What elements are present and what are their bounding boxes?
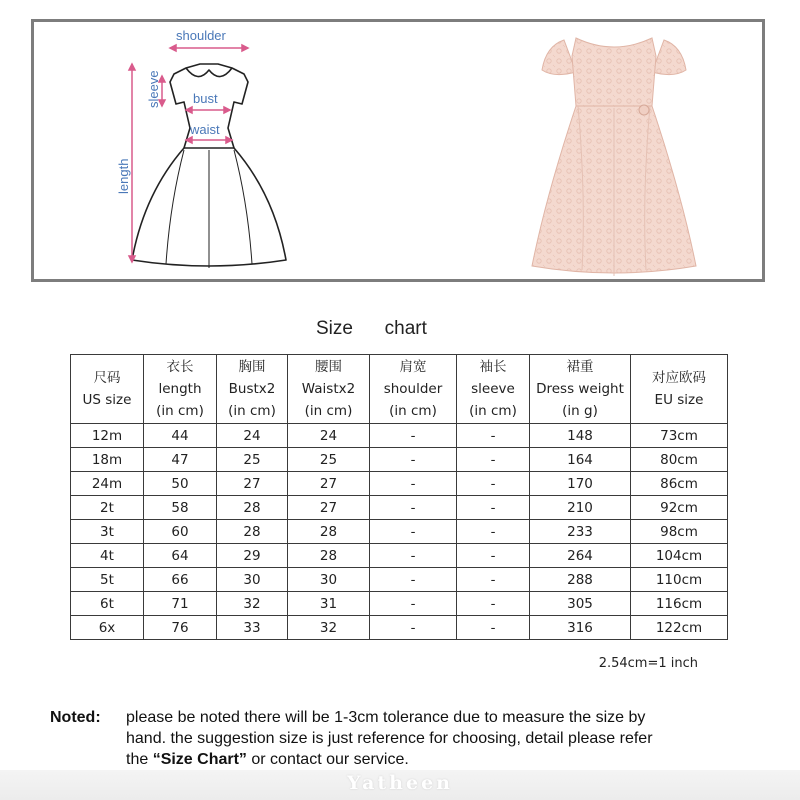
table-cell: 58 [144,496,217,520]
table-cell: 24 [217,424,288,448]
header-line: sleeve [471,381,515,397]
table-row [71,592,728,616]
table-cell: 28 [288,520,370,544]
illustration-panel [31,19,765,282]
table-cell: 170 [530,472,631,496]
table-cell: 73cm [631,424,728,448]
header-line: 尺码 [93,370,121,386]
header-cell [530,355,631,424]
table-cell: - [370,520,457,544]
table-cell: 25 [288,448,370,472]
table-row [71,616,728,640]
noted-line-3-post: or contact our service. [246,751,409,768]
header-line: shoulder [383,381,443,397]
header-line: Waistx2 [301,381,356,397]
header-cell [457,355,530,424]
shoulder-label: shoulder [176,28,226,43]
dress-measurement-diagram [74,24,324,280]
table-row [71,496,728,520]
size-chart-ref: “Size Chart” [152,751,247,768]
table-cell: - [457,544,530,568]
table-cell: - [457,592,530,616]
header-line: (in cm) [156,403,204,419]
header-line: 裙重 [566,359,594,375]
table-cell: 122cm [631,616,728,640]
table-cell: 18m [71,448,144,472]
table-cell: 2t [71,496,144,520]
table-cell: 110cm [631,568,728,592]
table-cell: 76 [144,616,217,640]
table-cell: 27 [217,472,288,496]
table-cell: - [457,568,530,592]
table-cell: - [370,448,457,472]
header-cell [370,355,457,424]
header-line: (in cm) [469,403,517,419]
table-cell: 98cm [631,520,728,544]
table-cell: 116cm [631,592,728,616]
table-cell: 27 [288,472,370,496]
table-cell: 31 [288,592,370,616]
table-cell: 148 [530,424,631,448]
table-cell: 305 [530,592,631,616]
table-cell: 104cm [631,544,728,568]
table-cell: 60 [144,520,217,544]
table-cell: 50 [144,472,217,496]
photo-flower [639,105,649,115]
table-cell: 5t [71,568,144,592]
header-line: (in cm) [228,403,276,419]
conversion-note: 2.54cm=1 inch [598,656,698,671]
table-cell: 264 [530,544,631,568]
table-row [71,424,728,448]
table-cell: 164 [530,448,631,472]
table-cell: 33 [217,616,288,640]
header-line: (in g) [562,403,598,419]
header-line: Dress weight [536,381,624,397]
table-cell: - [457,472,530,496]
table-header-row [71,355,728,424]
table-row [71,544,728,568]
header-line: 肩宽 [399,359,427,375]
header-cell [144,355,217,424]
table-cell: 32 [288,616,370,640]
header-line: 腰围 [315,359,342,375]
dress-photo [524,26,704,278]
table-cell: - [370,544,457,568]
noted-line-2: hand. the suggestion size is just reference for choosing, detail please refer [126,730,653,747]
length-label: length [116,158,131,194]
table-cell: 28 [217,496,288,520]
header-cell [217,355,288,424]
header-cell [631,355,728,424]
table-cell: 316 [530,616,631,640]
header-line: 衣长 [166,359,194,375]
table-cell: 30 [288,568,370,592]
table-cell: 64 [144,544,217,568]
table-cell: 28 [288,544,370,568]
table-cell: - [370,424,457,448]
noted-line-3-pre: the [126,751,153,768]
table-cell: - [457,520,530,544]
table-cell: - [370,496,457,520]
table-cell: 24 [288,424,370,448]
header-line: length [158,381,202,397]
size-table [70,354,728,640]
header-cell [71,355,144,424]
header-line: 胸围 [238,359,266,375]
table-cell: - [457,496,530,520]
header-line: EU size [654,392,704,408]
table-row [71,568,728,592]
table-cell: - [370,472,457,496]
table-cell: 80cm [631,448,728,472]
table-cell: 29 [217,544,288,568]
header-line: Bustx2 [228,381,276,397]
noted-block [50,707,770,770]
table-cell: 66 [144,568,217,592]
table-cell: - [457,448,530,472]
table-cell: - [457,424,530,448]
table-cell: 28 [217,520,288,544]
table-row [71,448,728,472]
header-line: (in cm) [304,403,353,419]
table-row [71,472,728,496]
table-cell: 30 [217,568,288,592]
table-cell: 71 [144,592,217,616]
table-cell: - [370,568,457,592]
table-cell: 24m [71,472,144,496]
sleeve-label: sleeve [146,70,161,108]
table-cell: 3t [71,520,144,544]
bust-label: bust [193,91,218,106]
table-cell: 12m [71,424,144,448]
table-cell: 92cm [631,496,728,520]
table-cell: 32 [217,592,288,616]
noted-line-1: please be noted there will be 1-3cm tolerance due to measure the size by [126,709,646,726]
table-cell: - [457,616,530,640]
noted-lead: Noted: [50,709,101,726]
size-chart-title: Size chart [316,318,427,339]
table-cell: 210 [530,496,631,520]
header-line: 袖长 [479,359,507,375]
table-cell: 233 [530,520,631,544]
photo-bodice [572,38,656,106]
waist-label: waist [190,122,220,137]
dress-collar [186,68,232,77]
table-cell: 6x [71,616,144,640]
header-line: 对应欧码 [652,370,706,386]
table-cell: 288 [530,568,631,592]
watermark-text: Yatheen [347,772,453,794]
table-cell: 44 [144,424,217,448]
table-cell: 86cm [631,472,728,496]
table-cell: 6t [71,592,144,616]
header-cell [288,355,370,424]
table-cell: - [370,616,457,640]
table-cell: - [370,592,457,616]
header-line: (in cm) [389,403,437,419]
header-line: US size [82,392,132,408]
table-cell: 25 [217,448,288,472]
table-row [71,520,728,544]
table-cell: 4t [71,544,144,568]
table-cell: 47 [144,448,217,472]
table-cell: 27 [288,496,370,520]
